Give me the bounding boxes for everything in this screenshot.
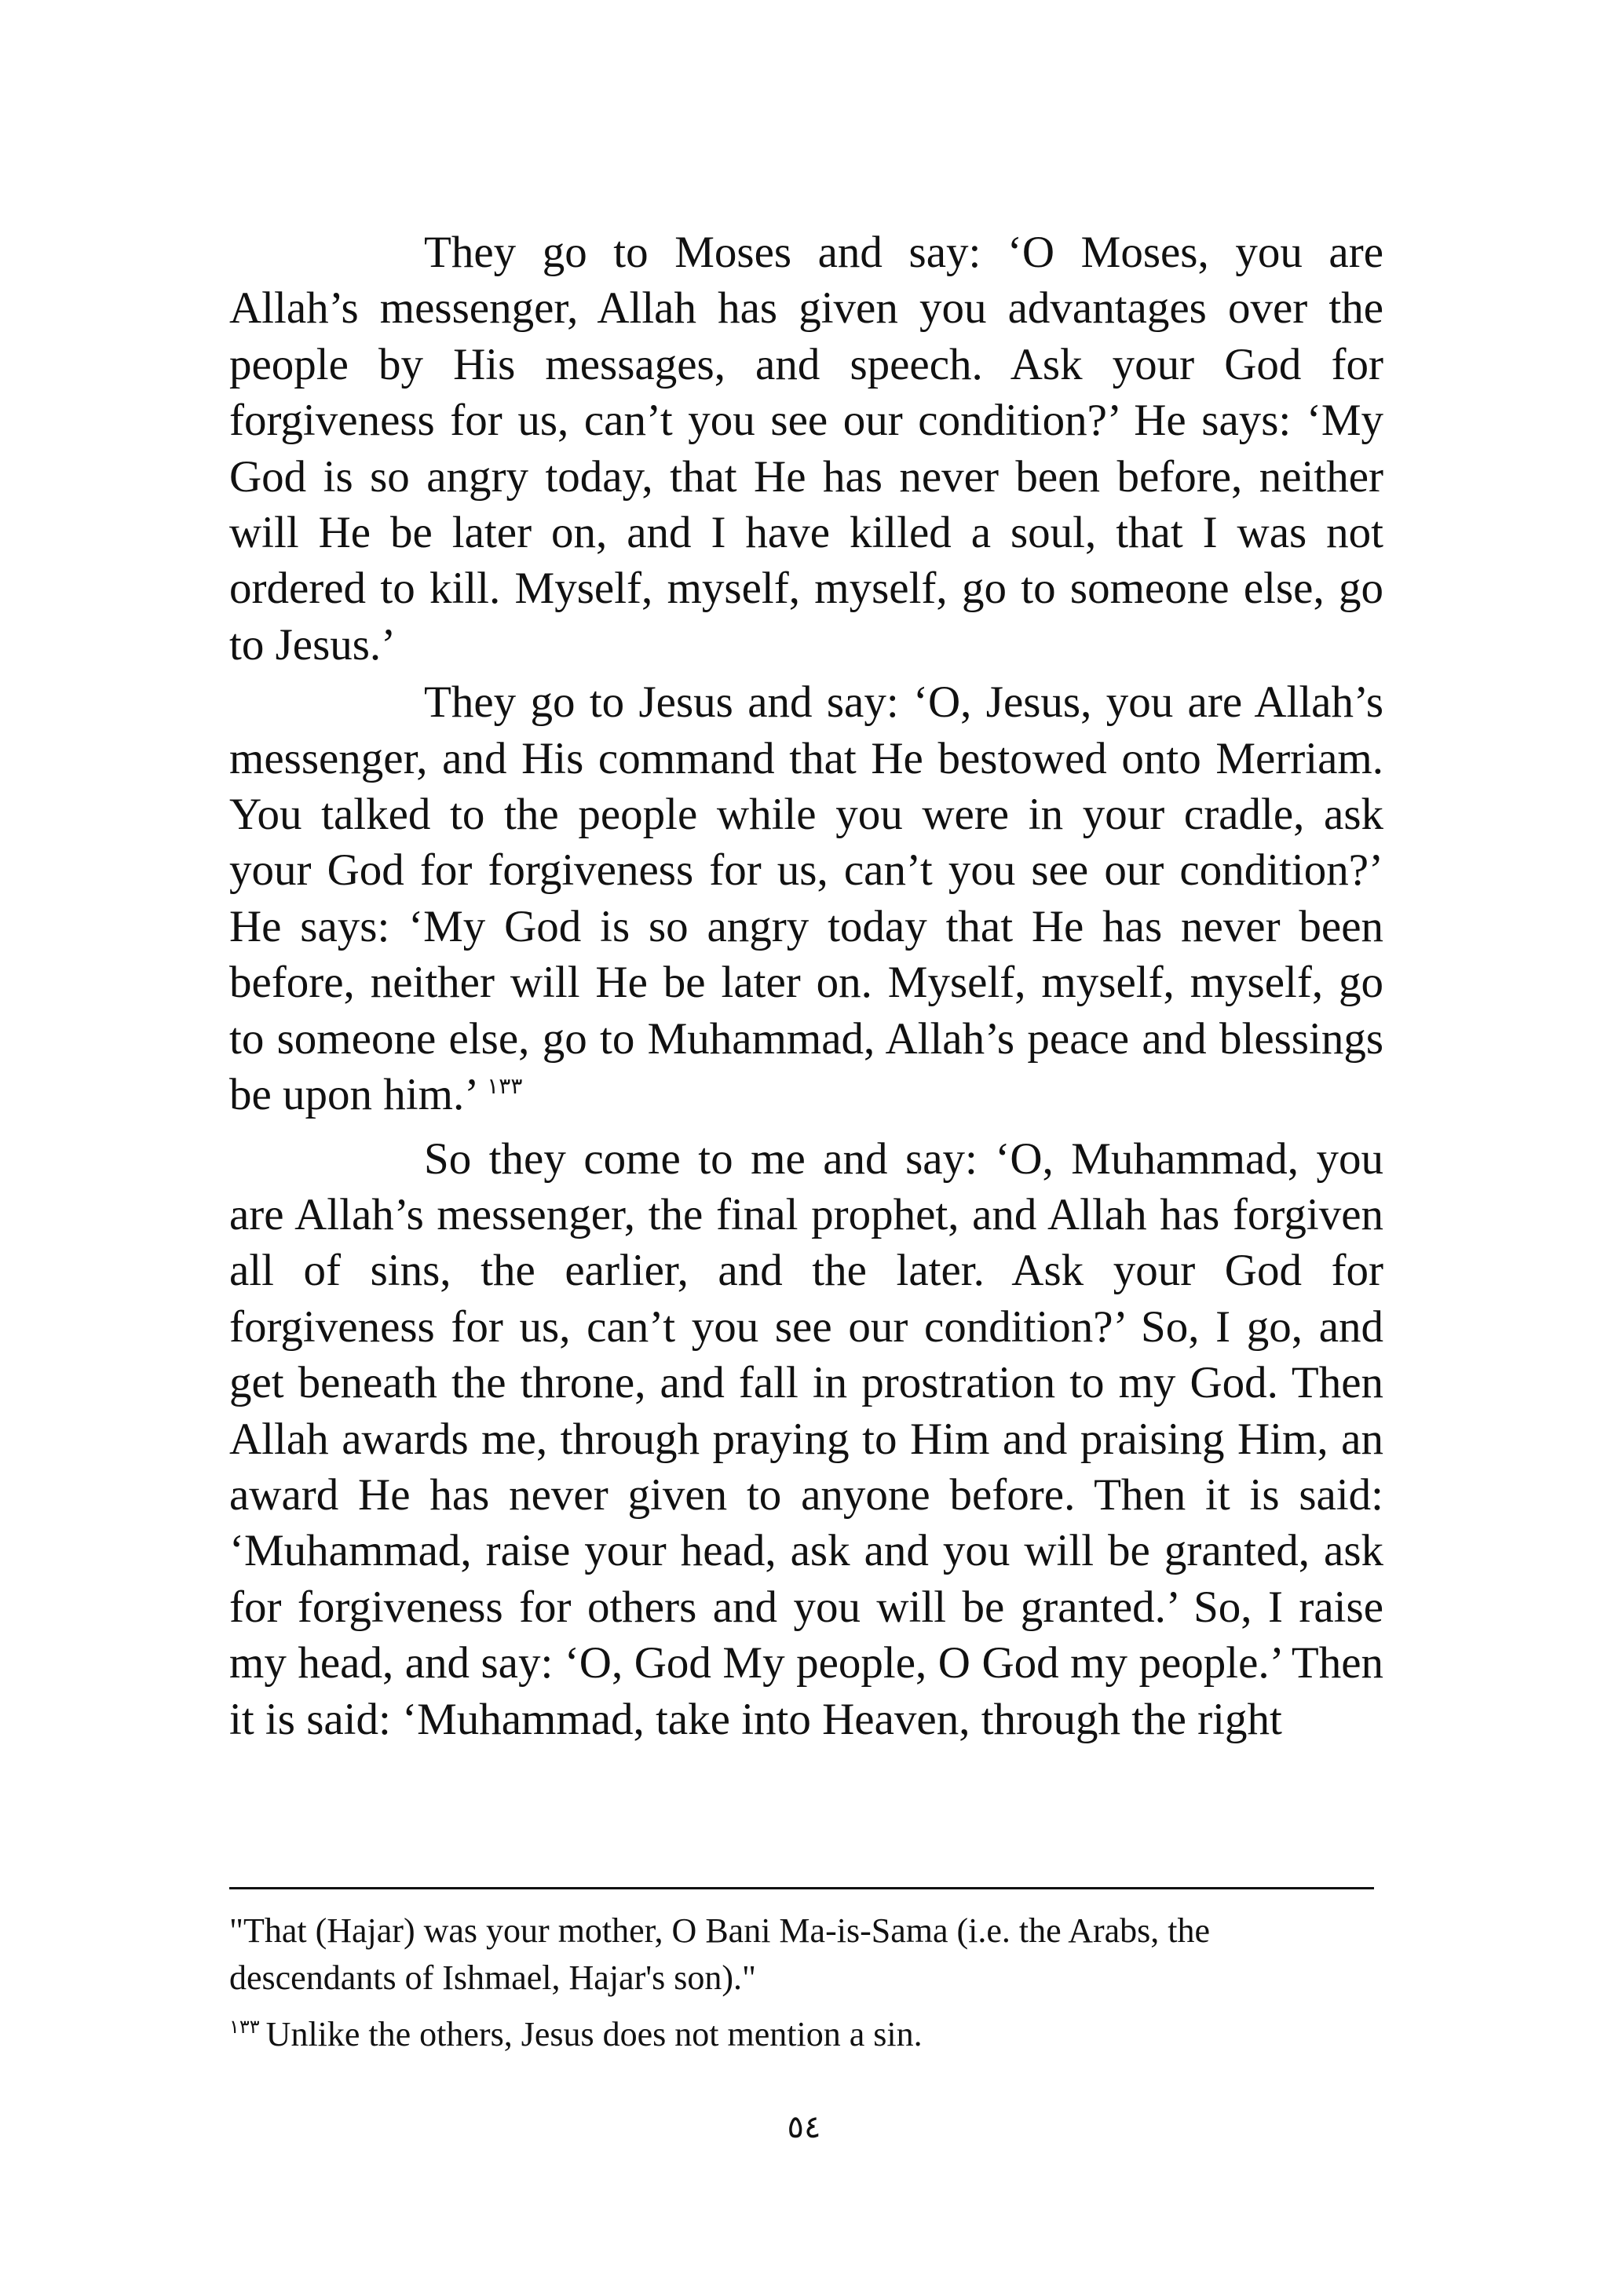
paragraph-text: They go to Moses and say: ‘O Moses, you are Allah’s messenger, Allah has given you advantages over the people by His messages, and speech. Ask your God for forgiveness for us, can’t you see our condition?’ He says: ‘My God is so angry today, that He has never been before, neither will He be later on, and I have killed a soul, that I was not ordered to kill. Myself, myself, myself, go to someone else, go to Jesus.’	[229, 228, 1383, 670]
paragraph-moses	[229, 224, 1383, 673]
footnote-number: ١٣٣	[229, 2017, 260, 2039]
footnote-continued	[229, 1907, 1383, 2002]
page-number: ٥٤	[787, 2109, 821, 2145]
footnote-reference[interactable]: ١٣٣	[487, 1075, 523, 1100]
footnote-separator	[229, 1887, 1374, 1889]
paragraph-text: They go to Jesus and say: ‘O, Jesus, you are Allah’s messenger, and His command that He bestowed onto Merriam. You talked to the people while you were in your cradle, ask your God for forgiveness for us, can’t you see our condition?’ He says: ‘My God is so angry today that He has never been before, neither will He be later on. Myself, myself, myself, go to someone else, go to Muhammad, Allah’s peace and blessings be upon him.’	[229, 677, 1383, 1120]
paragraph-jesus	[229, 674, 1383, 1122]
paragraph-text: So they come to me and say: ‘O, Muhammad, you are Allah’s messenger, the final prophet, and Allah has forgiven all of sins, the earlier, and the later. Ask your God for forgiveness for us, can’t you see our condition?’ So, I go, and get beneath the throne, and fall in prostration to my God. Then Allah awards me, through praying to Him and praising Him, an award He has never given to anyone before. Then it is said: ‘Muhammad, raise your head, ask and you will be granted, ask for forgiveness for others and you will be granted.’ So, I raise my head, and say: ‘O, God My people, O God my people.’ Then it is said: ‘Muhammad, take into Heaven, through the right	[229, 1133, 1383, 1744]
footnote-133	[229, 2011, 1383, 2058]
paragraph-muhammad	[229, 1131, 1383, 1747]
footnote-text: Unlike the others, Jesus does not mention a sin.	[265, 2015, 923, 2053]
footnote-text: "That (Hajar) was your mother, O Bani Ma-is-Sama (i.e. the Arabs, the descendants of Ishmael, Hajar's son)."	[229, 1911, 1211, 1997]
footnotes	[229, 1907, 1383, 2058]
main-text	[229, 224, 1383, 1747]
